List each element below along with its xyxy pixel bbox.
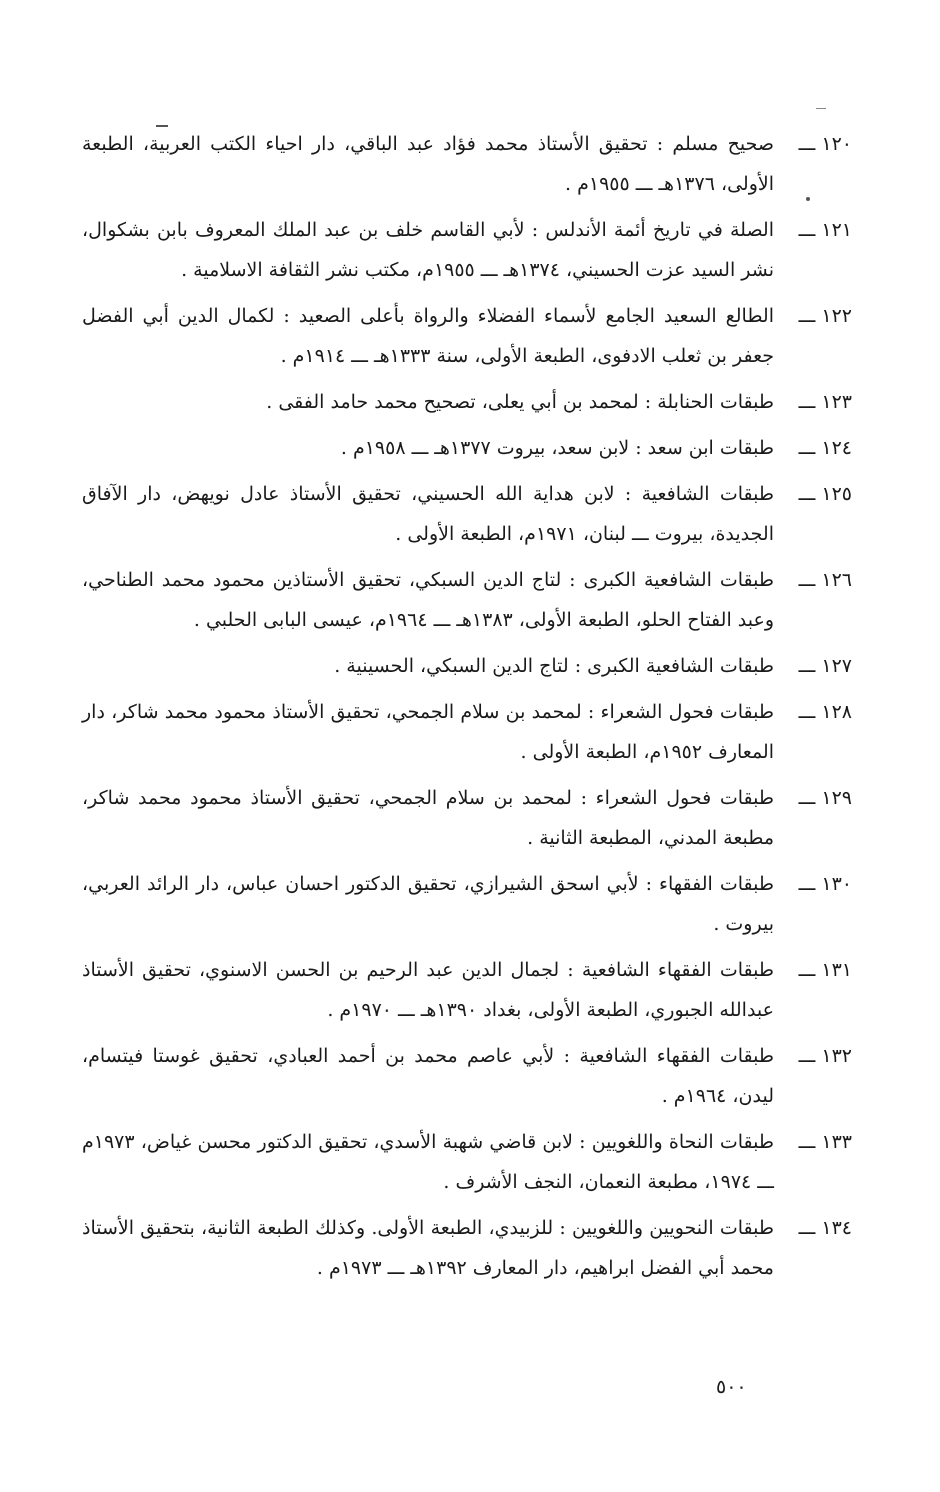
entry-text: طبقات فحول الشعراء : لمحمد بن سلام الجمحي، تحقيق الأستاذ محمود محمد شاكر، مطبعة المدني، المطبعة الثانية . [82,787,774,849]
entry-text: طبقات الفقهاء الشافعية : لجمال الدين عبد الرحيم بن الحسن الاسنوي، تحقيق الأستاذ عبدالله الجبوري، الطبعة الأولى، بغداد ١٣٩٠هـ ـــ ١٩٧٠م . [82,959,774,1021]
entry-number: ١٢٧ ـــ [798,655,852,677]
entry-text: طبقات الفقهاء الشافعية : لأبي عاصم محمد بن أحمد العبادي، تحقيق غوستا فيتسام، ليدن، ١٩٦٤م . [82,1045,774,1107]
entry-number: ١٢٤ ـــ [798,437,852,459]
entry-number: ١٣٤ ـــ [798,1217,852,1239]
entry-number: ١٢٣ ـــ [798,391,852,413]
entry-number: ١٣١ ـــ [798,959,852,981]
entry-text: طبقات ابن سعد : لابن سعد، بيروت ١٣٧٧هـ ـــ ١٩٥٨م . [340,437,774,459]
entry-text: الصلة في تاريخ أئمة الأندلس : لأبي القاسم خلف بن عبد الملك المعروف بابن بشكوال، نشر السيد عزت الحسيني، ١٣٧٤هـ ـــ ١٩٥٥م، مكتب نشر الثقافة الاسلامية . [82,219,774,281]
entry-text: طبقات النحويين واللغويين : للزبيدي، الطبعة الأولى. وكذلك الطبعة الثانية، بتحقيق الأستاذ محمد أبي الفضل ابراهيم، دار المعارف ١٣٩٢هـ ـــ ١٩٧٣م . [82,1217,774,1279]
entry-number: ١٢٥ ـــ [798,483,852,505]
entry-number: ١٢١ ـــ [798,219,852,241]
entry-text: طبقات الفقهاء : لأبي اسحق الشيرازي، تحقيق الدكتور احسان عباس، دار الرائد العربي، بيروت . [82,873,774,935]
entry-text: طبقات الحنابلة : لمحمد بن أبي يعلى، تصحيح محمد حامد الفقى . [266,391,774,413]
bibliography-entry [82,950,852,1030]
bibliography-entry [82,778,852,858]
entry-number: ١٣٠ ـــ [798,873,852,895]
entry-text: صحيح مسلم : تحقيق الأستاذ محمد فؤاد عبد الباقي، دار احياء الكتب العربية، الطبعة الأولى، ١٣٧٦هـ ـــ ١٩٥٥م . [82,133,774,195]
entry-text: الطالع السعيد الجامع لأسماء الفضلاء والرواة بأعلى الصعيد : لكمال الدين أبي الفضل جعفر بن ثعلب الادفوى، الطبعة الأولى، سنة ١٣٣٣هـ ـــ ١٩١٤م . [82,305,774,367]
entry-number: ١٣٣ ـــ [798,1131,852,1153]
bibliography-list [82,124,852,1294]
bibliography-entry [82,210,852,290]
bibliography-entry [82,864,852,944]
entry-text: طبقات فحول الشعراء : لمحمد بن سلام الجمحي، تحقيق الأستاذ محمود محمد شاكر، دار المعارف ١٩٥٢م، الطبعة الأولى . [82,701,774,763]
bibliography-entry [82,646,852,686]
bibliography-entry [82,382,852,422]
bibliography-entry [82,1036,852,1116]
entry-text: طبقات الشافعية الكبرى : لتاج الدين السبكي، تحقيق الأستاذين محمود محمد الطناحي، وعبد الفتاح الحلو، الطبعة الأولى، ١٣٨٣هـ ـــ ١٩٦٤م، عيسى البابى الحلبي . [82,569,774,631]
entry-number: ١٢٩ ـــ [798,787,852,809]
bibliography-entry [82,296,852,376]
entry-text: طبقات النحاة واللغويين : لابن قاضي شهبة الأسدي، تحقيق الدكتور محسن غياض، ١٩٧٣م ـــ ١٩٧٤، مطبعة النعمان، النجف الأشرف . [82,1131,774,1193]
entry-text: طبقات الشافعية : لابن هداية الله الحسيني، تحقيق الأستاذ عادل نويهض، دار الآفاق الجديدة، بيروت ـــ لبنان، ١٩٧١م، الطبعة الأولى . [82,483,774,545]
entry-number: ١٢٦ ـــ [798,569,852,591]
bibliography-entry [82,124,852,204]
bibliography-entry [82,474,852,554]
bibliography-entry [82,560,852,640]
entry-text: طبقات الشافعية الكبرى : لتاج الدين السبكي، الحسينية . [334,655,774,677]
entry-number: ١٣٢ ـــ [798,1045,852,1067]
bibliography-entry [82,692,852,772]
entry-number: ١٢٨ ـــ [798,701,852,723]
page-number: ٥٠٠ [716,1376,747,1398]
entry-number: ١٢٠ ـــ [798,133,852,155]
print-tick [816,108,826,109]
bibliography-entry [82,1208,852,1288]
entry-number: ١٢٢ ـــ [798,305,852,327]
bibliography-entry [82,428,852,468]
bibliography-entry [82,1122,852,1202]
